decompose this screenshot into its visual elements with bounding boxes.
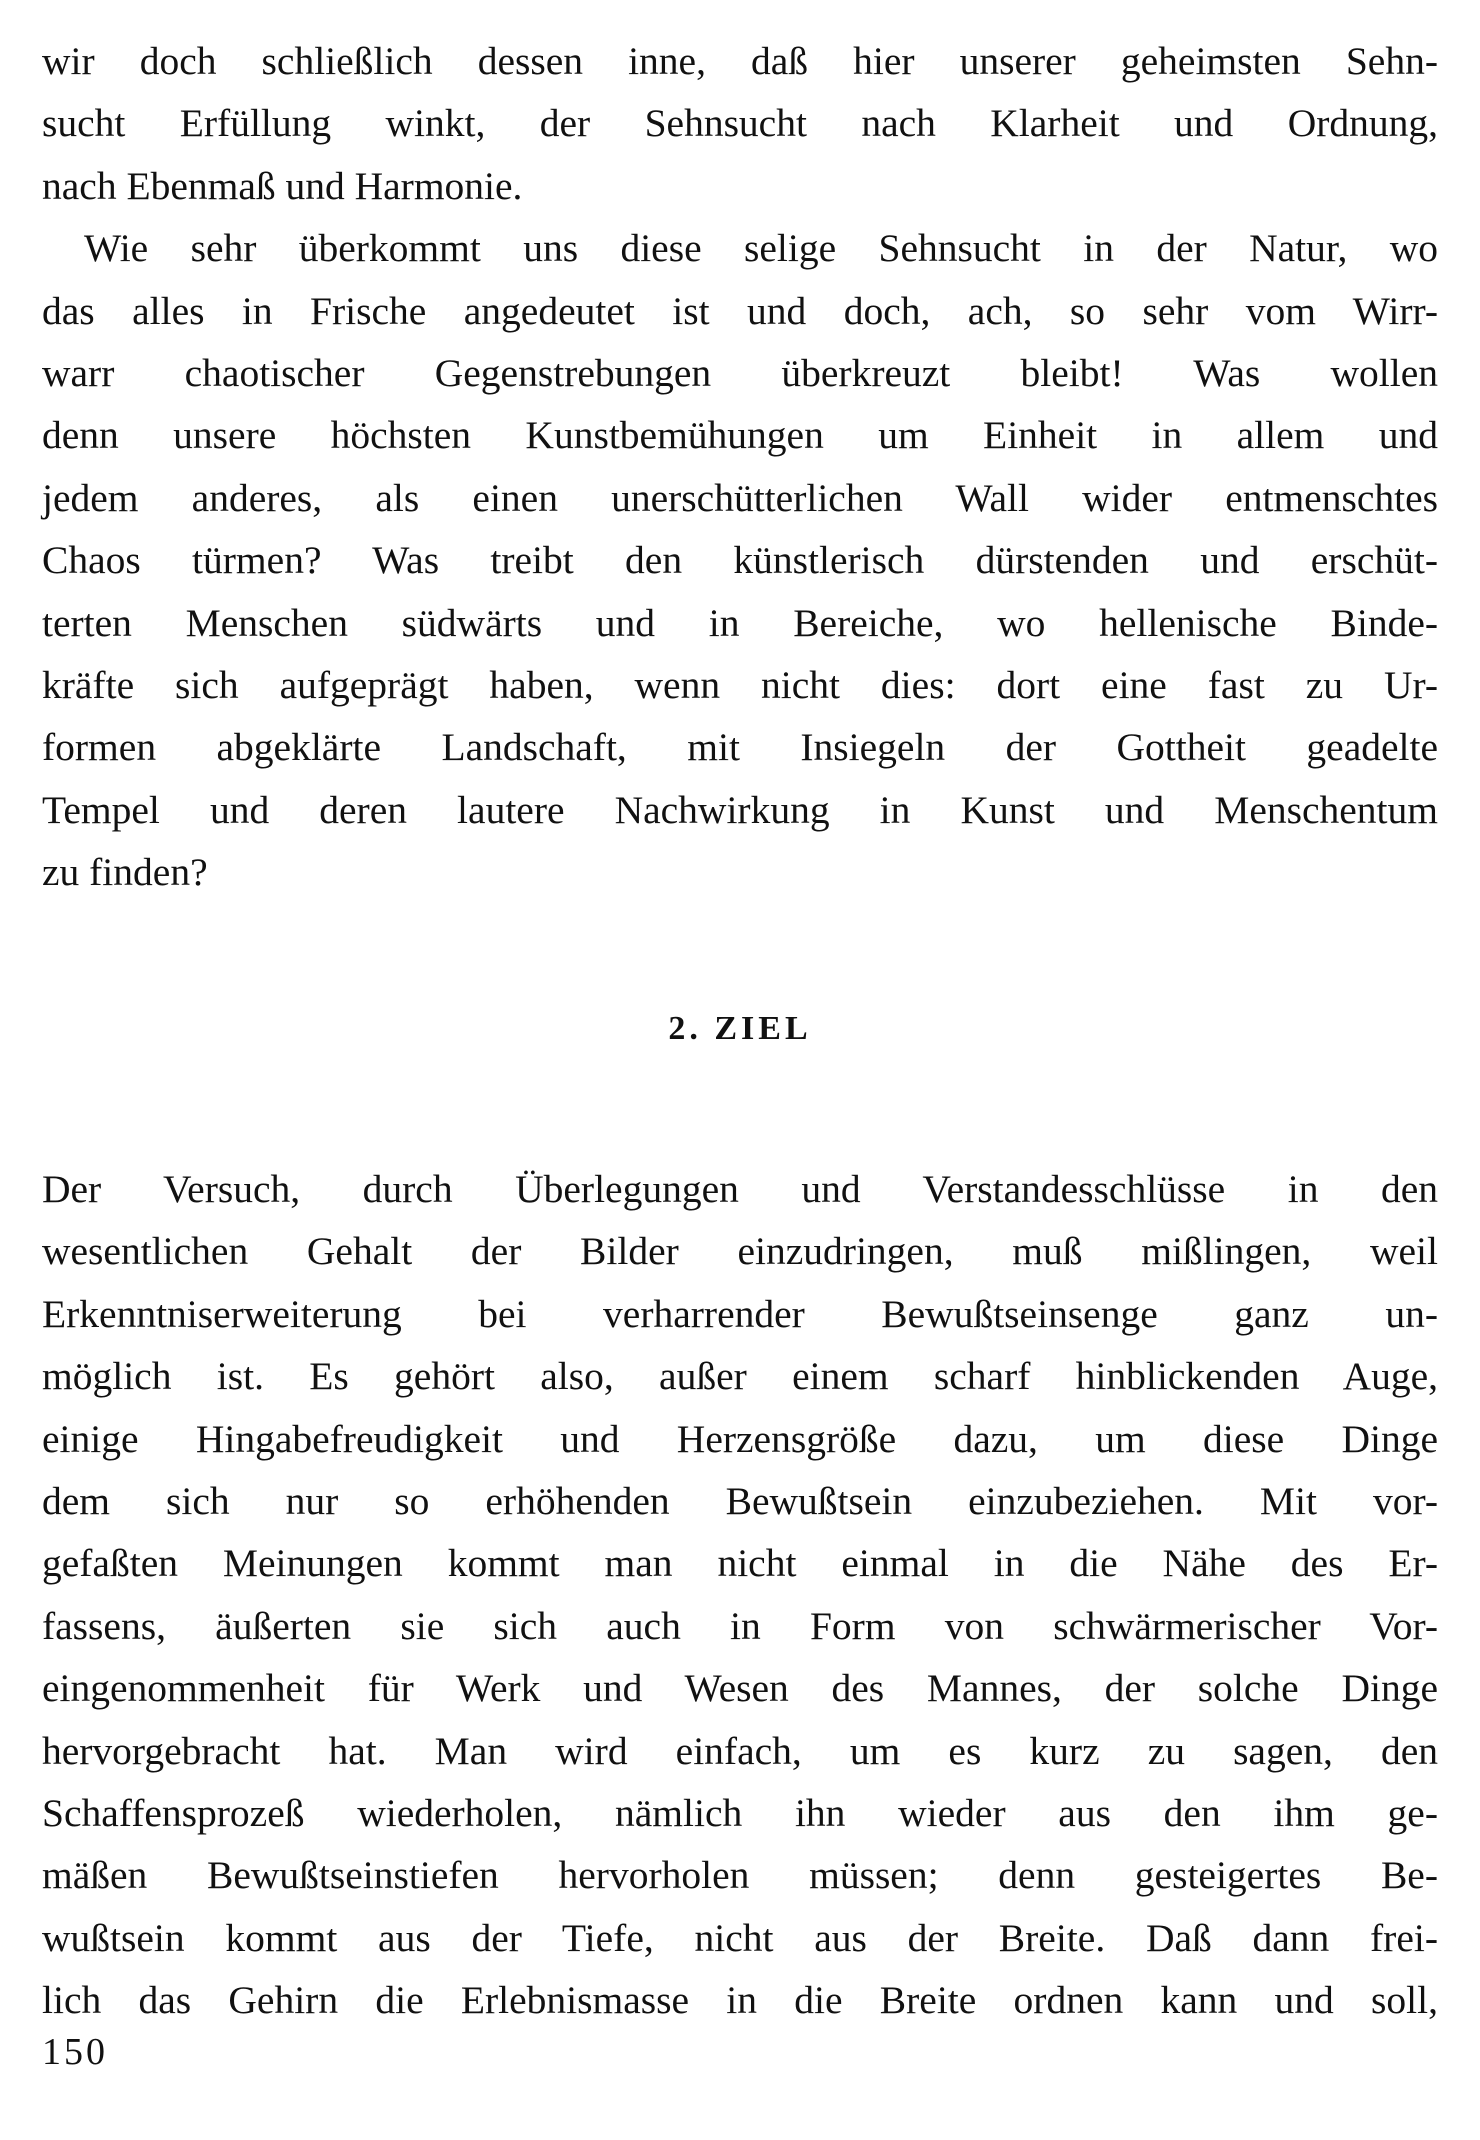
text-line: sucht Erfüllung winkt, der Sehnsucht nach Klarheit und Ordnung, xyxy=(42,101,1438,146)
text-line: lich das Gehirn die Erlebnismasse in die Breite ordnen kann und soll, xyxy=(42,1978,1438,2023)
text-line: Erkenntniserweiterung bei verharrender Bewußtseinsenge ganz un- xyxy=(42,1291,1438,1336)
text-line: jedem anderes, als einen unerschütterlichen Wall wider entmenschtes xyxy=(42,475,1438,520)
text-line: einige Hingabefreudigkeit und Herzensgröße dazu, um diese Dinge xyxy=(42,1416,1438,1461)
text-line: kräfte sich aufgeprägt haben, wenn nicht dies: dort eine fast zu Ur- xyxy=(42,662,1438,707)
page-number: 150 xyxy=(42,2031,108,2073)
text-line: nach Ebenmaß und Harmonie. xyxy=(42,163,523,208)
text-line: das alles in Frische angedeutet ist und doch, ach, so sehr vom Wirr- xyxy=(42,288,1438,333)
text-line: wesentlichen Gehalt der Bilder einzudringen, muß mißlingen, weil xyxy=(42,1229,1438,1274)
text-line: Tempel und deren lautere Nachwirkung in Kunst und Menschentum xyxy=(42,787,1438,832)
text-line: zu finden? xyxy=(42,850,208,895)
text-line: möglich ist. Es gehört also, außer einem scharf hinblickenden Auge, xyxy=(42,1354,1438,1399)
paragraph-1 xyxy=(42,30,1438,217)
paragraph-2 xyxy=(42,217,1438,903)
text-line: formen abgeklärte Landschaft, mit Insiegeln der Gottheit geadelte xyxy=(42,725,1438,770)
text-line: wußtsein kommt aus der Tiefe, nicht aus der Breite. Daß dann frei- xyxy=(42,1915,1438,1960)
text-line: Der Versuch, durch Überlegungen und Verstandesschlüsse in den xyxy=(42,1167,1438,1211)
text-line: eingenommenheit für Werk und Wesen des Mannes, der solche Dinge xyxy=(42,1666,1438,1711)
text-block-top xyxy=(42,30,1438,903)
section-paragraph xyxy=(42,1158,1438,2031)
text-line: denn unsere höchsten Kunstbemühungen um Einheit in allem und xyxy=(42,413,1438,458)
text-line: warr chaotischer Gegenstrebungen überkreuzt bleibt! Was wollen xyxy=(42,350,1438,395)
text-block-section xyxy=(42,1158,1438,2031)
text-line: fassens, äußerten sie sich auch in Form von schwärmerischer Vor- xyxy=(42,1603,1438,1648)
text-line: Wie sehr überkommt uns diese selige Sehnsucht in der Natur, wo xyxy=(84,226,1438,271)
text-line: Chaos türmen? Was treibt den künstlerisch dürstenden und erschüt- xyxy=(42,538,1438,583)
text-line: Schaffensprozeß wiederholen, nämlich ihn wieder aus den ihm ge- xyxy=(42,1790,1438,1835)
text-line: mäßen Bewußtseinstiefen hervorholen müssen; denn gesteigertes Be- xyxy=(42,1853,1438,1898)
text-line: terten Menschen südwärts und in Bereiche, wo hellenische Binde- xyxy=(42,600,1438,645)
text-line: hervorgebracht hat. Man wird einfach, um es kurz zu sagen, den xyxy=(42,1728,1438,1773)
section-heading: 2. ZIEL xyxy=(668,1010,812,1047)
text-line: gefaßten Meinungen kommt man nicht einmal in die Nähe des Er- xyxy=(42,1541,1438,1586)
text-line: wir doch schließlich dessen inne, daß hier unserer geheimsten Sehn- xyxy=(42,39,1438,83)
text-line: dem sich nur so erhöhenden Bewußtsein einzubeziehen. Mit vor- xyxy=(42,1478,1438,1523)
